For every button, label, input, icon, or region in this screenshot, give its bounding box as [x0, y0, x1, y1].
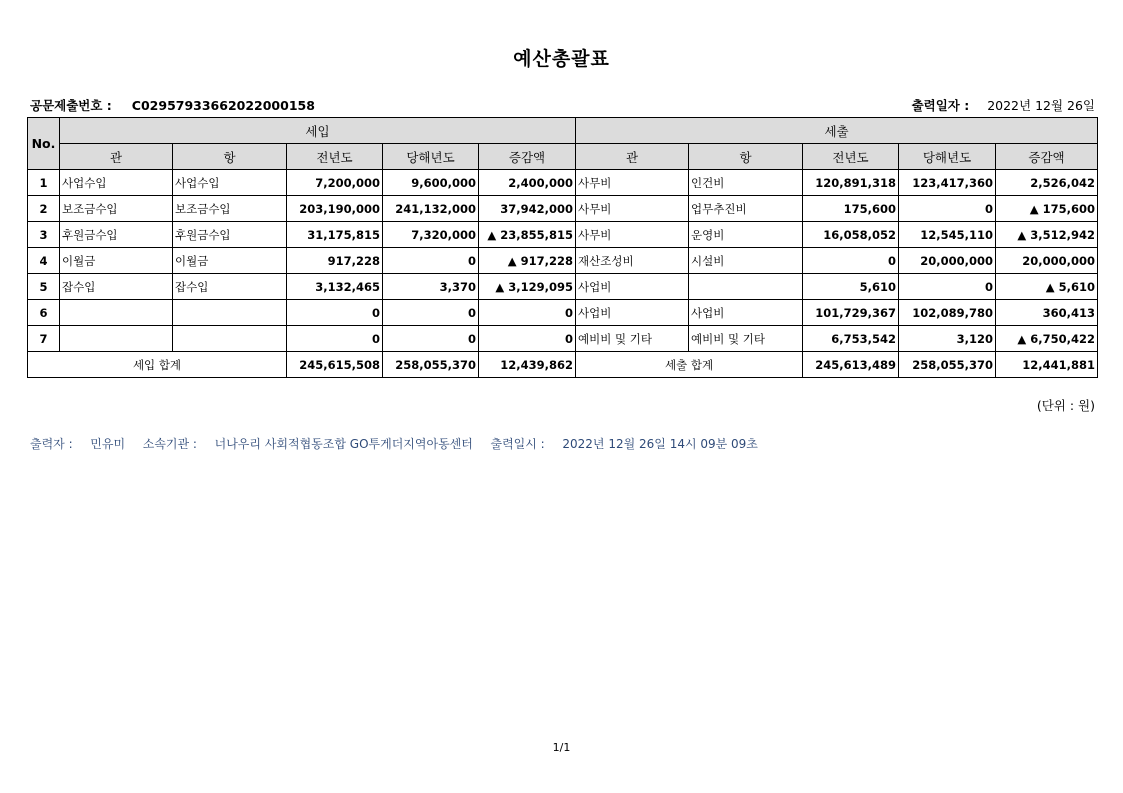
- print-date: [912, 96, 1095, 114]
- expense-gwan: 사업비: [576, 274, 689, 300]
- expense-diff: ▲ 5,610: [996, 274, 1098, 300]
- income-hang: [173, 326, 287, 352]
- expense-curr: 3,120: [899, 326, 996, 352]
- income-total-prev: 245,615,508: [287, 352, 383, 378]
- expense-total-diff: 12,441,881: [996, 352, 1098, 378]
- income-curr: 0: [383, 300, 479, 326]
- income-prev: 917,228: [287, 248, 383, 274]
- header-expense-curr: 당해년도: [899, 144, 996, 170]
- income-prev: 0: [287, 326, 383, 352]
- expense-diff: ▲ 3,512,942: [996, 222, 1098, 248]
- expense-total-curr: 258,055,370: [899, 352, 996, 378]
- income-total-curr: 258,055,370: [383, 352, 479, 378]
- row-no: 1: [28, 170, 60, 196]
- income-hang: 후원금수입: [173, 222, 287, 248]
- printed-at-label: 출력일시 :: [490, 437, 545, 451]
- income-hang: 사업수입: [173, 170, 287, 196]
- print-date-value: 2022년 12월 26일: [987, 98, 1095, 113]
- income-gwan: 이월금: [60, 248, 173, 274]
- income-hang: 보조금수입: [173, 196, 287, 222]
- income-diff: ▲ 917,228: [479, 248, 576, 274]
- header-expense-diff: 증감액: [996, 144, 1098, 170]
- header-expense-hang: 항: [689, 144, 803, 170]
- expense-hang: 운영비: [689, 222, 803, 248]
- expense-hang: 인건비: [689, 170, 803, 196]
- income-total-diff: 12,439,862: [479, 352, 576, 378]
- header-income: 세입: [60, 118, 576, 144]
- income-hang: [173, 300, 287, 326]
- budget-summary-table: [27, 117, 1098, 378]
- income-hang: 잡수입: [173, 274, 287, 300]
- income-prev: 3,132,465: [287, 274, 383, 300]
- row-no: 2: [28, 196, 60, 222]
- income-prev: 0: [287, 300, 383, 326]
- print-date-label: 출력일자 :: [911, 98, 970, 113]
- header-expense-gwan: 관: [576, 144, 689, 170]
- income-curr: 9,600,000: [383, 170, 479, 196]
- expense-prev: 101,729,367: [803, 300, 899, 326]
- expense-hang: [689, 274, 803, 300]
- expense-prev: 16,058,052: [803, 222, 899, 248]
- table-row: [28, 222, 1098, 248]
- expense-total-prev: 245,613,489: [803, 352, 899, 378]
- row-no: 3: [28, 222, 60, 248]
- table-row: [28, 170, 1098, 196]
- expense-prev: 120,891,318: [803, 170, 899, 196]
- table-row: [28, 326, 1098, 352]
- expense-prev: 5,610: [803, 274, 899, 300]
- doc-number: [30, 96, 315, 114]
- expense-hang: 업무추진비: [689, 196, 803, 222]
- income-diff: 0: [479, 300, 576, 326]
- org-label: 소속기관 :: [142, 437, 197, 451]
- income-diff: ▲ 23,855,815: [479, 222, 576, 248]
- row-no: 4: [28, 248, 60, 274]
- expense-curr: 102,089,780: [899, 300, 996, 326]
- expense-gwan: 사무비: [576, 222, 689, 248]
- income-curr: 241,132,000: [383, 196, 479, 222]
- income-gwan: 사업수입: [60, 170, 173, 196]
- expense-gwan: 사무비: [576, 170, 689, 196]
- income-diff: 37,942,000: [479, 196, 576, 222]
- header-income-prev: 전년도: [287, 144, 383, 170]
- income-curr: 7,320,000: [383, 222, 479, 248]
- expense-diff: 20,000,000: [996, 248, 1098, 274]
- expense-curr: 12,545,110: [899, 222, 996, 248]
- income-curr: 3,370: [383, 274, 479, 300]
- expense-total-label: 세출 합계: [576, 352, 803, 378]
- income-gwan: 후원금수입: [60, 222, 173, 248]
- header-income-gwan: 관: [60, 144, 173, 170]
- row-no: 6: [28, 300, 60, 326]
- expense-hang: 시설비: [689, 248, 803, 274]
- income-gwan: [60, 326, 173, 352]
- page-number: 1/1: [552, 741, 571, 754]
- income-prev: 31,175,815: [287, 222, 383, 248]
- table-row: [28, 300, 1098, 326]
- header-expense: 세출: [576, 118, 1098, 144]
- doc-number-value: C02957933662022000158: [131, 98, 315, 113]
- printed-at-value: 2022년 12월 26일 14시 09분 09초: [562, 437, 758, 451]
- income-gwan: 보조금수입: [60, 196, 173, 222]
- expense-diff: 2,526,042: [996, 170, 1098, 196]
- header-expense-prev: 전년도: [803, 144, 899, 170]
- table-row: [28, 274, 1098, 300]
- header-income-hang: 항: [173, 144, 287, 170]
- income-diff: ▲ 3,129,095: [479, 274, 576, 300]
- expense-gwan: 재산조성비: [576, 248, 689, 274]
- expense-gwan: 예비비 및 기타: [576, 326, 689, 352]
- income-diff: 0: [479, 326, 576, 352]
- totals-row: [28, 352, 1098, 378]
- table-row: [28, 196, 1098, 222]
- expense-diff: 360,413: [996, 300, 1098, 326]
- income-gwan: 잡수입: [60, 274, 173, 300]
- expense-hang: 예비비 및 기타: [689, 326, 803, 352]
- expense-hang: 사업비: [689, 300, 803, 326]
- income-diff: 2,400,000: [479, 170, 576, 196]
- expense-curr: 0: [899, 274, 996, 300]
- expense-prev: 0: [803, 248, 899, 274]
- row-no: 7: [28, 326, 60, 352]
- income-curr: 0: [383, 248, 479, 274]
- header-income-diff: 증감액: [479, 144, 576, 170]
- expense-diff: ▲ 175,600: [996, 196, 1098, 222]
- expense-gwan: 사무비: [576, 196, 689, 222]
- expense-gwan: 사업비: [576, 300, 689, 326]
- income-hang: 이월금: [173, 248, 287, 274]
- expense-diff: ▲ 6,750,422: [996, 326, 1098, 352]
- row-no: 5: [28, 274, 60, 300]
- table-row: [28, 248, 1098, 274]
- page-title: 예산총괄표: [513, 48, 610, 70]
- header-no: No.: [28, 118, 60, 170]
- income-curr: 0: [383, 326, 479, 352]
- expense-curr: 20,000,000: [899, 248, 996, 274]
- expense-curr: 123,417,360: [899, 170, 996, 196]
- print-footer: [30, 435, 758, 452]
- expense-prev: 175,600: [803, 196, 899, 222]
- expense-prev: 6,753,542: [803, 326, 899, 352]
- doc-number-label: 공문제출번호 :: [30, 98, 112, 113]
- income-prev: 7,200,000: [287, 170, 383, 196]
- printer-name: 민유미: [90, 437, 126, 451]
- income-gwan: [60, 300, 173, 326]
- org-name: 너나우리 사회적협동조합 GO투게더지역아동센터: [214, 437, 473, 451]
- income-total-label: 세입 합계: [28, 352, 287, 378]
- header-income-curr: 당해년도: [383, 144, 479, 170]
- expense-curr: 0: [899, 196, 996, 222]
- unit-note: (단위 : 원): [1036, 398, 1095, 413]
- printer-label: 출력자 :: [30, 437, 73, 451]
- income-prev: 203,190,000: [287, 196, 383, 222]
